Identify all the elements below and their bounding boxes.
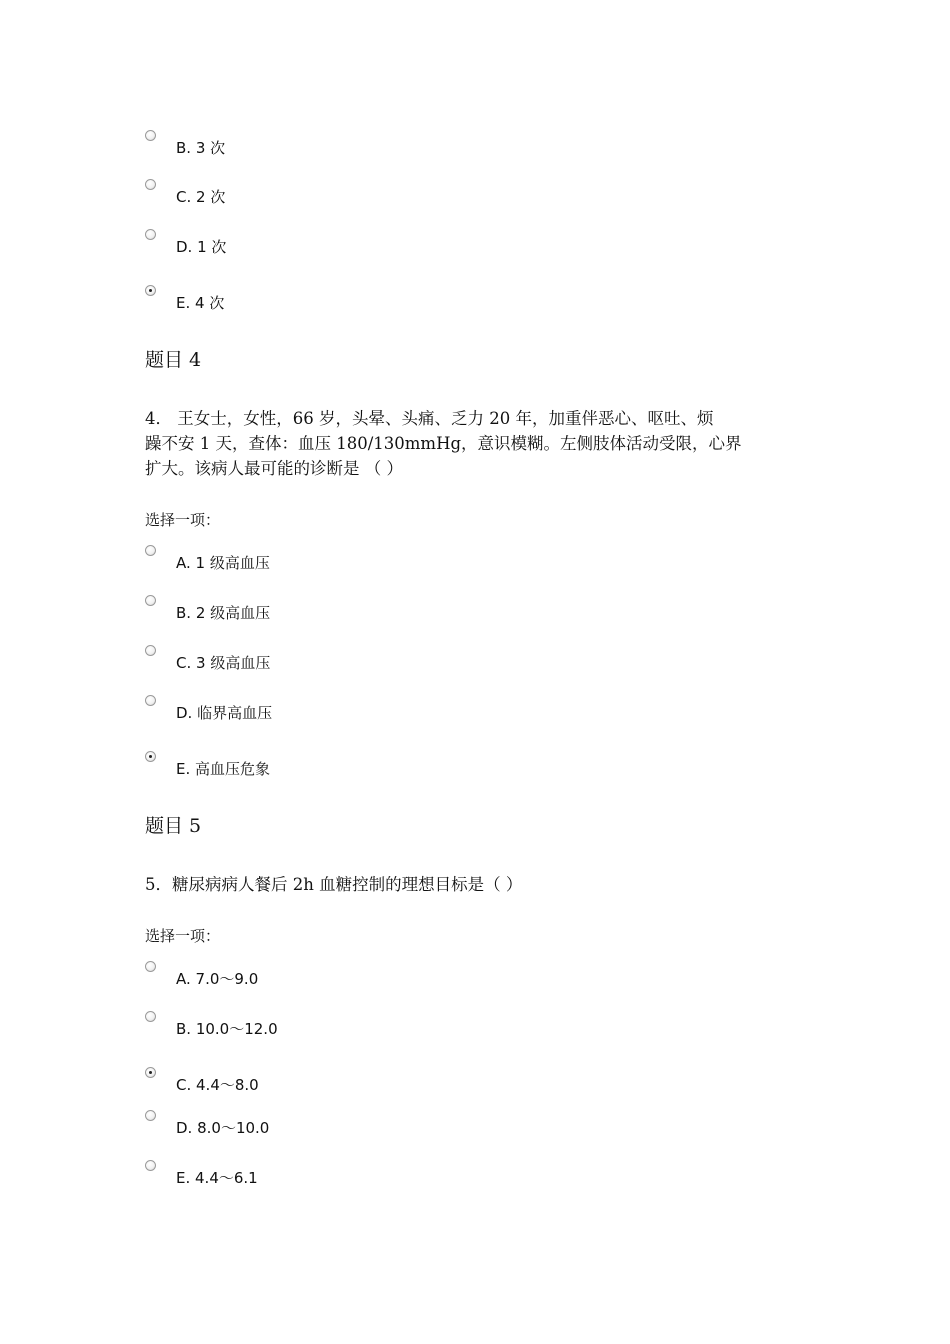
radio-button-icon[interactable]	[145, 595, 156, 606]
q5-option-e[interactable]	[145, 1167, 545, 1189]
question-5-heading: 题目 5	[145, 815, 202, 837]
q3-option-e[interactable]	[145, 292, 545, 314]
q5-option-c[interactable]	[145, 1074, 545, 1096]
q3-option-b[interactable]	[145, 137, 545, 159]
q5-option-b[interactable]	[145, 1018, 545, 1040]
option-label: C. 4.4～8.0	[176, 1076, 259, 1094]
option-label: B. 3 次	[176, 139, 226, 157]
q5-option-d[interactable]	[145, 1117, 545, 1139]
q4-option-a[interactable]	[145, 552, 545, 574]
question-5-text	[145, 872, 795, 897]
question-text-line: 躁不安 1 天，查体：血压 180/130mmHg，意识模糊。左侧肢体活动受限，心界	[145, 434, 742, 453]
question-4-heading: 题目 4	[145, 349, 202, 371]
radio-button-icon[interactable]	[145, 179, 156, 190]
option-label: E. 4 次	[176, 294, 225, 312]
option-label: B. 2 级高血压	[176, 604, 271, 622]
radio-button-icon[interactable]	[145, 1011, 156, 1022]
question-text-line: 5．糖尿病病人餐后 2h 血糖控制的理想目标是（ ）	[145, 875, 523, 894]
radio-button-icon[interactable]	[145, 645, 156, 656]
radio-button-icon[interactable]	[145, 961, 156, 972]
radio-button-icon[interactable]	[145, 1160, 156, 1171]
question-text-line: 4． 王女士，女性，66 岁，头晕、头痛、乏力 20 年，加重伴恶心、呕吐、烦	[145, 409, 714, 428]
radio-button-icon[interactable]	[145, 229, 156, 240]
option-label: C. 3 级高血压	[176, 654, 271, 672]
option-label: E. 高血压危象	[176, 760, 271, 778]
option-label: A. 7.0～9.0	[176, 970, 259, 988]
radio-button-checked-icon[interactable]	[145, 1067, 156, 1078]
radio-button-checked-icon[interactable]	[145, 751, 156, 762]
option-label: D. 1 次	[176, 238, 227, 256]
q4-option-c[interactable]	[145, 652, 545, 674]
option-label: C. 2 次	[176, 188, 226, 206]
option-label: D. 临界高血压	[176, 704, 273, 722]
q3-option-c[interactable]	[145, 186, 545, 208]
question-4-text	[145, 406, 795, 481]
question-text-line: 扩大。该病人最可能的诊断是 （ ）	[145, 459, 403, 478]
radio-button-icon[interactable]	[145, 695, 156, 706]
q4-option-e[interactable]	[145, 758, 545, 780]
option-label: A. 1 级高血压	[176, 554, 270, 572]
option-label: E. 4.4～6.1	[176, 1169, 258, 1187]
option-label: D. 8.0～10.0	[176, 1119, 270, 1137]
radio-button-icon[interactable]	[145, 130, 156, 141]
radio-button-icon[interactable]	[145, 545, 156, 556]
q4-option-b[interactable]	[145, 602, 545, 624]
q5-option-a[interactable]	[145, 968, 545, 990]
q3-option-d[interactable]	[145, 236, 545, 258]
option-label: B. 10.0～12.0	[176, 1020, 278, 1038]
q4-option-d[interactable]	[145, 702, 545, 724]
radio-button-icon[interactable]	[145, 1110, 156, 1121]
question-5-prompt: 选择一项：	[145, 927, 221, 945]
question-4-prompt: 选择一项：	[145, 511, 221, 529]
radio-button-checked-icon[interactable]	[145, 285, 156, 296]
